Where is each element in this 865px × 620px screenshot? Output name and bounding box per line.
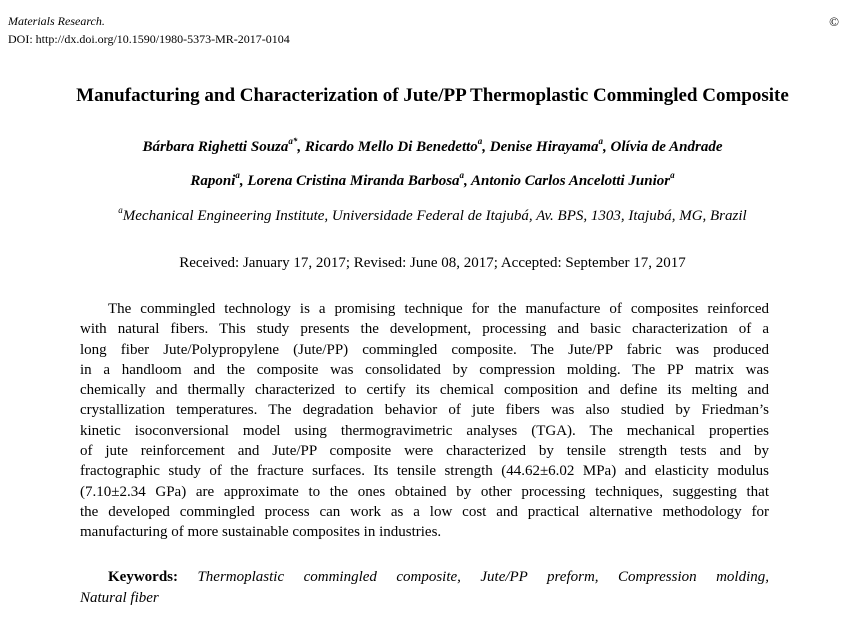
- author-name: Ricardo Mello Di Benedetto: [304, 139, 478, 155]
- author-separator: ,: [464, 173, 471, 189]
- author-name-part: Olívia de Andrade: [610, 139, 723, 155]
- keywords-line-1: [80, 567, 769, 588]
- author-name: Denise Hirayama: [489, 139, 599, 155]
- keywords-text: Thermoplastic commingled composite, Jute/PP preform, Compression molding,: [197, 569, 769, 585]
- affiliation: [0, 207, 865, 226]
- abstract-line: chemically and thermally characterized to certify its chemical composition and define its melting and: [80, 382, 769, 399]
- author-affiliation-mark: a*: [288, 136, 298, 146]
- author-name: Lorena Cristina Miranda Barbosa: [247, 173, 460, 189]
- author-affiliation-mark: a: [459, 170, 465, 180]
- submission-dates: Received: January 17, 2017; Revised: June 08, 2017; Accepted: September 17, 2017: [179, 255, 686, 271]
- author-separator: ,: [603, 139, 611, 155]
- author-name-part: Raponi: [190, 173, 236, 189]
- abstract-line: in a handloom and the composite was consolidated by compression molding. The PP matrix was: [80, 361, 769, 378]
- abstract-line: the developed commingled process can work as a low cost and practical alternative methodology for: [80, 503, 769, 520]
- abstract-line: of jute reinforcement and Jute/PP composite were characterized by tensile strength tests and by: [80, 443, 769, 460]
- copyright-symbol: ©: [829, 14, 839, 29]
- keywords: [80, 567, 769, 609]
- author-affiliation-mark: a: [235, 170, 240, 180]
- author-list-line-2: [40, 172, 825, 191]
- abstract-line: (7.10±2.34 GPa) are approximate to the ones obtained by other processing techniques, suggesting that: [80, 483, 769, 500]
- doi-link[interactable]: DOI: http://dx.doi.org/10.1590/1980-5373-MR-2017-0104: [8, 32, 290, 46]
- author-affiliation-mark: a: [670, 170, 675, 180]
- paper-title: Manufacturing and Characterization of Jute/PP Thermoplastic Commingled Composite: [76, 85, 789, 106]
- abstract-line: kinetic isoconversional model using thermogravimetric analyses (TGA). The mechanical properties: [80, 422, 769, 439]
- author-affiliation-mark: a: [598, 136, 604, 146]
- author-separator: ,: [297, 139, 305, 155]
- affiliation-text: Mechanical Engineering Institute, Universidade Federal de Itajubá, Av. BPS, 1303, Itajubá, MG, Brazil: [122, 208, 747, 224]
- abstract-line: fractographic study of the fracture surfaces. Its tensile strength (44.62±6.02 MPa) and elasticity modulus: [80, 463, 769, 480]
- abstract-line: crystallization temperatures. The degradation behavior of jute fibers was also studied by Friedman’s: [80, 402, 769, 419]
- abstract-line: with natural fibers. This study presents the development, processing and basic characterization of a: [80, 321, 769, 338]
- author-name: Bárbara Righetti Souza: [142, 139, 289, 155]
- author-separator: ,: [239, 173, 248, 189]
- abstract: [80, 299, 769, 543]
- abstract-line: long fiber Jute/Polypropylene (Jute/PP) commingled composite. The Jute/PP fabric was produced: [80, 341, 769, 358]
- affiliation-mark: a: [118, 205, 123, 215]
- keywords-line-2: Natural fiber: [80, 590, 159, 606]
- journal-name: Materials Research.: [8, 14, 105, 28]
- abstract-line: manufacturing of more sustainable composites in industries.: [80, 524, 442, 541]
- author-affiliation-mark: a: [477, 136, 483, 146]
- keywords-label: Keywords:: [108, 569, 178, 585]
- abstract-line: The commingled technology is a promising technique for the manufacture of composites reinforced: [108, 301, 769, 317]
- author-name: Antonio Carlos Ancelotti Junior: [471, 173, 671, 189]
- author-separator: ,: [482, 139, 490, 155]
- author-list-line-1: [40, 138, 825, 157]
